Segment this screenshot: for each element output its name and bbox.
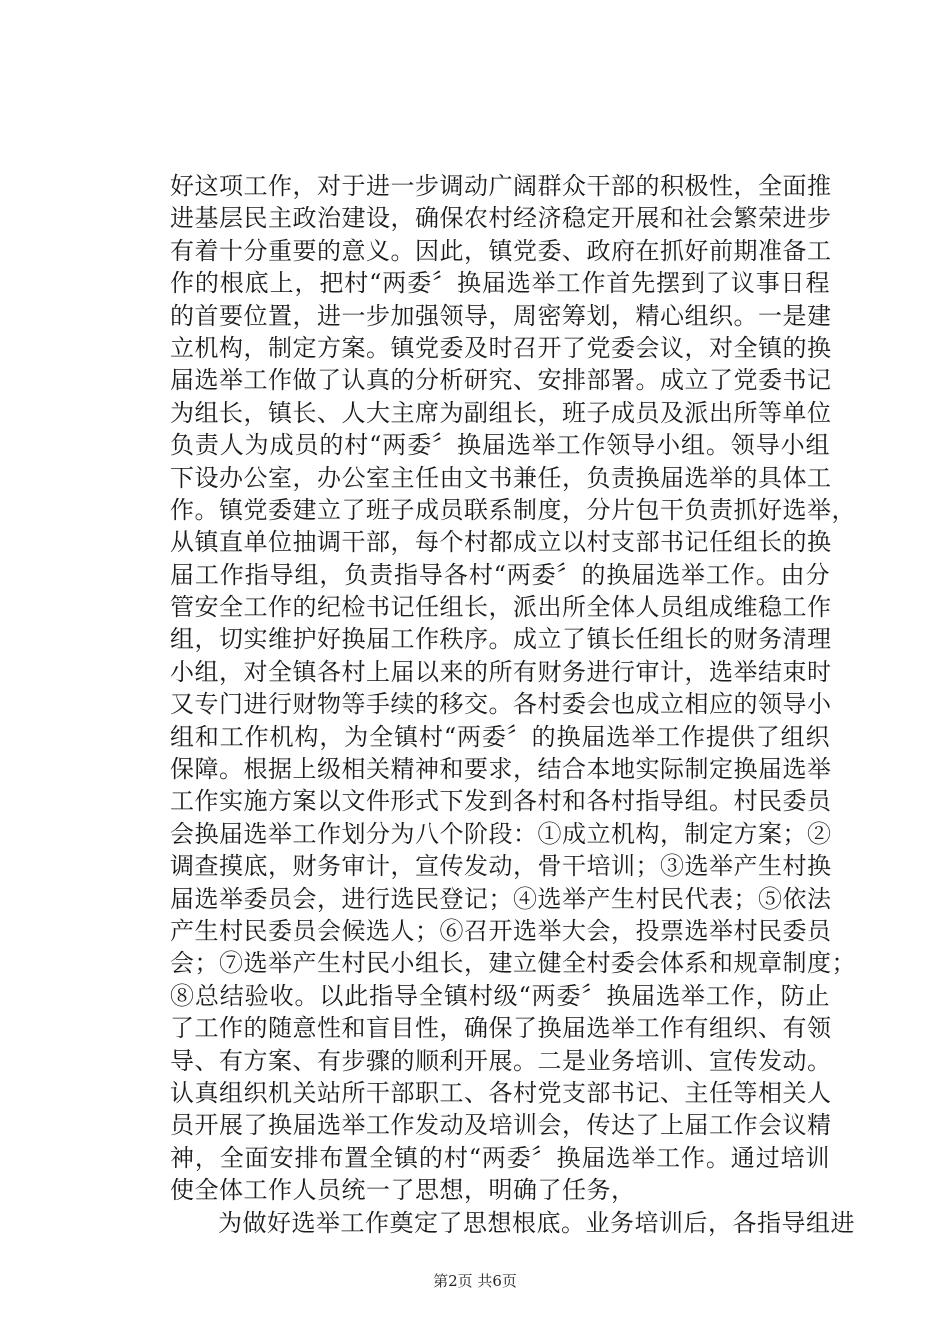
text-line: 调查摸底，财务审计，宣传发动，骨干培训；③选举产生村换	[170, 852, 832, 881]
text-line: 有着十分重要的意义。因此，镇党委、政府在抓好前期准备工	[170, 236, 832, 265]
text-line: 届选举工作做了认真的分析研究、安排部署。成立了党委书记	[170, 366, 832, 395]
text-line: 进基层民主政治建设，确保农村经济稳定开展和社会繁荣进步	[170, 204, 832, 233]
document-body	[170, 170, 856, 1239]
text-line: 工作实施方案以文件形式下发到各村和各村指导组。村民委员	[170, 787, 832, 816]
text-line: 保障。根据上级相关精神和要求，结合本地实际制定换届选举	[170, 755, 832, 784]
text-line: 员开展了换届选举工作发动及培训会，传达了上届工作会议精	[170, 1111, 832, 1140]
text-line: 届工作指导组，负责指导各村“两委〞的换届选举工作。由分	[170, 560, 830, 589]
text-line: 从镇直单位抽调干部，每个村都成立以村支部书记任组长的换	[170, 528, 832, 557]
text-line: 作的根底上，把村“两委〞换届选举工作首先摆到了议事日程	[170, 269, 830, 298]
text-line: 为组长，镇长、人大主席为副组长，班子成员及派出所等单位	[170, 398, 832, 427]
text-line: 小组，对全镇各村上届以来的所有财务进行审计，选举结束时	[170, 657, 832, 686]
text-line: 导、有方案、有步骤的顺利开展。二是业务培训、宣传发动。	[170, 1046, 832, 1075]
text-line-paragraph-end: 使全体工作人员统一了思想，明确了任务，	[170, 1176, 636, 1205]
text-line: 会；⑦选举产生村民小组长，建立健全村委会体系和规章制度；	[170, 949, 856, 978]
text-line: ⑧总结验收。以此指导全镇村级“两委〞换届选举工作，防止	[170, 981, 830, 1010]
text-line: 组和工作机构，为全镇村“两委〞的换届选举工作提供了组织	[170, 722, 830, 751]
text-line: 认真组织机关站所干部职工、各村党支部书记、主任等相关人	[170, 1078, 832, 1107]
text-line-paragraph-start: 为做好选举工作奠定了思想根底。业务培训后，各指导组进	[218, 1208, 855, 1237]
text-line: 立机构，制定方案。镇党委及时召开了党委会议，对全镇的换	[170, 333, 832, 362]
text-line: 了工作的随意性和盲目性，确保了换届选举工作有组织、有领	[170, 1014, 832, 1043]
text-line: 负责人为成员的村“两委〞换届选举工作领导小组。领导小组	[170, 431, 830, 460]
page-number-footer: 第2页 共6页	[433, 1272, 517, 1290]
text-line: 作。镇党委建立了班子成员联系制度，分片包干负责抓好选举，	[170, 495, 856, 524]
text-line: 好这项工作，对于进一步调动广阔群众干部的积极性，全面推	[170, 172, 832, 200]
text-line: 神，全面安排布置全镇的村“两委〞换届选举工作。通过培训	[170, 1143, 830, 1172]
text-line: 的首要位置，进一步加强领导，周密筹划，精心组织。一是建	[170, 301, 832, 330]
text-line: 又专门进行财物等手续的移交。各村委会也成立相应的领导小	[170, 690, 832, 719]
text-line: 组，切实维护好换届工作秩序。成立了镇长任组长的财务清理	[170, 625, 832, 654]
text-line: 下设办公室，办公室主任由文书兼任，负责换届选举的具体工	[170, 463, 832, 492]
text-line: 届选举委员会，进行选民登记；④选举产生村民代表；⑤依法	[170, 884, 832, 913]
text-line: 会换届选举工作划分为八个阶段：①成立机构，制定方案；②	[170, 819, 832, 848]
text-line: 产生村民委员会候选人；⑥召开选举大会，投票选举村民委员	[170, 916, 832, 945]
text-line: 管安全工作的纪检书记任组长，派出所全体人员组成维稳工作	[170, 593, 832, 622]
